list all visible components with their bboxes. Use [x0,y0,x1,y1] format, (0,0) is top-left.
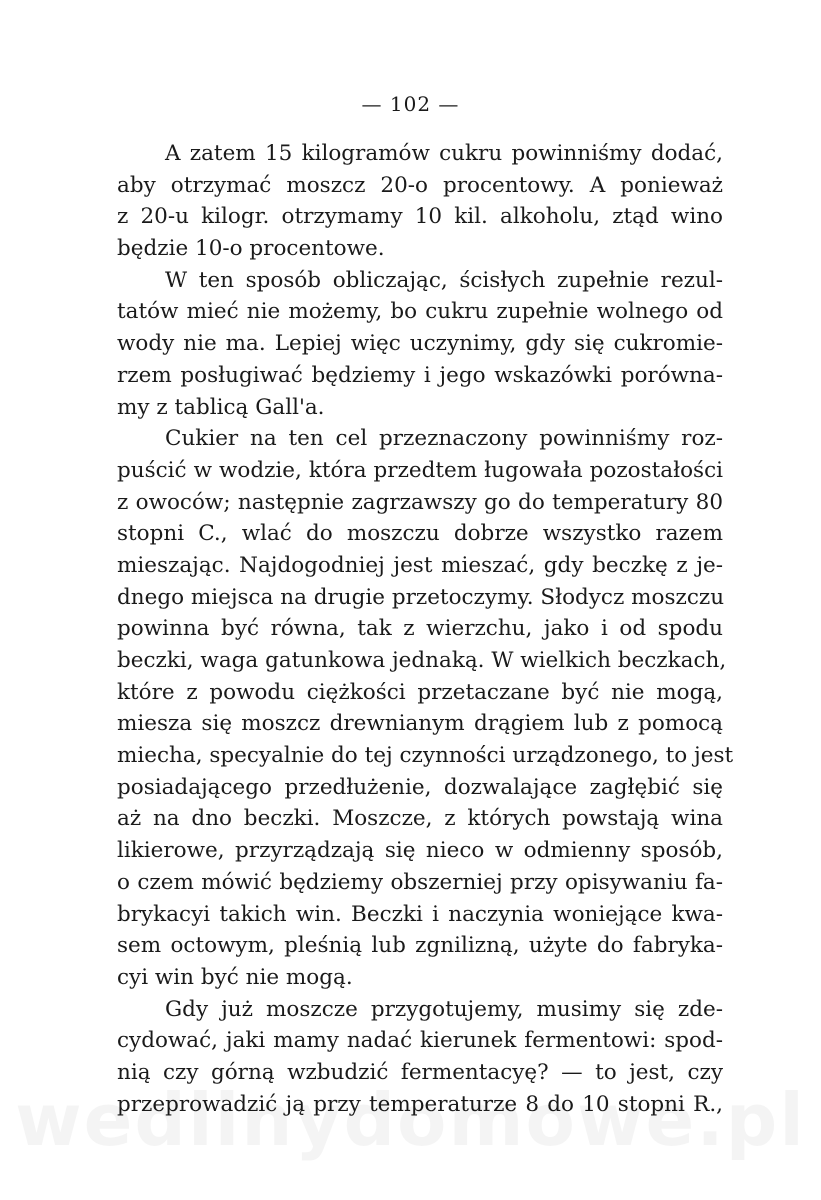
text-line: o czem mówić będziemy obszerniej przy opisywaniu fa- [117,869,723,895]
text-line: z owoców; następnie zagrzawszy go do temperatury 80 [117,489,723,515]
text-line: z 20-u kilogr. otrzymamy 10 kil. alkoholu, ztąd wino [117,204,723,230]
text-line: aż na dno beczki. Moszcze, z których powstają wina [117,806,723,832]
text-line: wody nie ma. Lepiej więc uczynimy, gdy się cukromie- [117,331,723,357]
text-line: likierowe, przyrządzają się nieco w odmienny sposób, [117,838,723,864]
text-line: które z powodu ciężkości przetaczane być nie mogą, [117,679,723,705]
text-line: aby otrzymać moszcz 20-o procentowy. A ponieważ [117,172,723,198]
text-line: stopni C., wlać do moszczu dobrze wszystko razem [117,521,723,547]
text-line: posiadającego przedłużenie, dozwalające zagłębić się [117,774,723,800]
text-line: puścić w wodzie, która przedtem ługowała pozostałości [117,457,723,483]
text-line: nią czy górną wzbudzić fermentacyę? — to jest, czy [117,1059,723,1085]
body-text [117,138,734,1120]
text-line: sem octowym, pleśnią lub zgnilizną, użyte do fabryka- [117,933,723,959]
text-line: cyi win być nie mogą. [117,964,353,990]
text-line: my z tablicą Gall'a. [117,394,325,420]
text-line: tatów mieć nie możemy, bo cukru zupełnie wolnego od [117,299,723,325]
text-line: dnego miejsca na drugie przetoczymy. Słodycz moszczu [117,584,725,610]
text-line: Cukier na ten cel przeznaczony powinniśmy roz- [165,426,723,452]
text-line: Gdy już moszcze przygotujemy, musimy się zde- [165,996,723,1022]
text-line: mieszając. Najdogodniej jest mieszać, gdy beczkę z je- [117,552,723,578]
page-number: — 102 — [361,92,460,116]
text-line: powinna być równa, tak z wierzchu, jako i od spodu [117,616,723,642]
text-line: rzem posługiwać będziemy i jego wskazówki porówna- [117,362,723,388]
text-line: A zatem 15 kilogramów cukru powinniśmy dodać, [165,141,723,166]
text-line: miesza się moszcz drewnianym drągiem lub z pomocą [117,711,723,737]
text-line: beczki, waga gatunkowa jednaką. W wielkich beczkach, [117,648,727,673]
text-line: cydować, jaki mamy nadać kierunek fermentowi: spod- [117,1028,723,1054]
text-line: W ten sposób obliczając, ścisłych zupełnie rezul- [165,267,723,293]
text-line: brykacyi takich win. Beczki i naczynia woniejące kwa- [117,901,723,927]
text-line: będzie 10-o procentowe. [117,236,385,262]
text-line: przeprowadzić ją przy temperaturze 8 do 10 stopni R., [117,1091,723,1117]
text-line: miecha, specyalnie do tej czynności urządzonego, to jest [117,743,734,769]
